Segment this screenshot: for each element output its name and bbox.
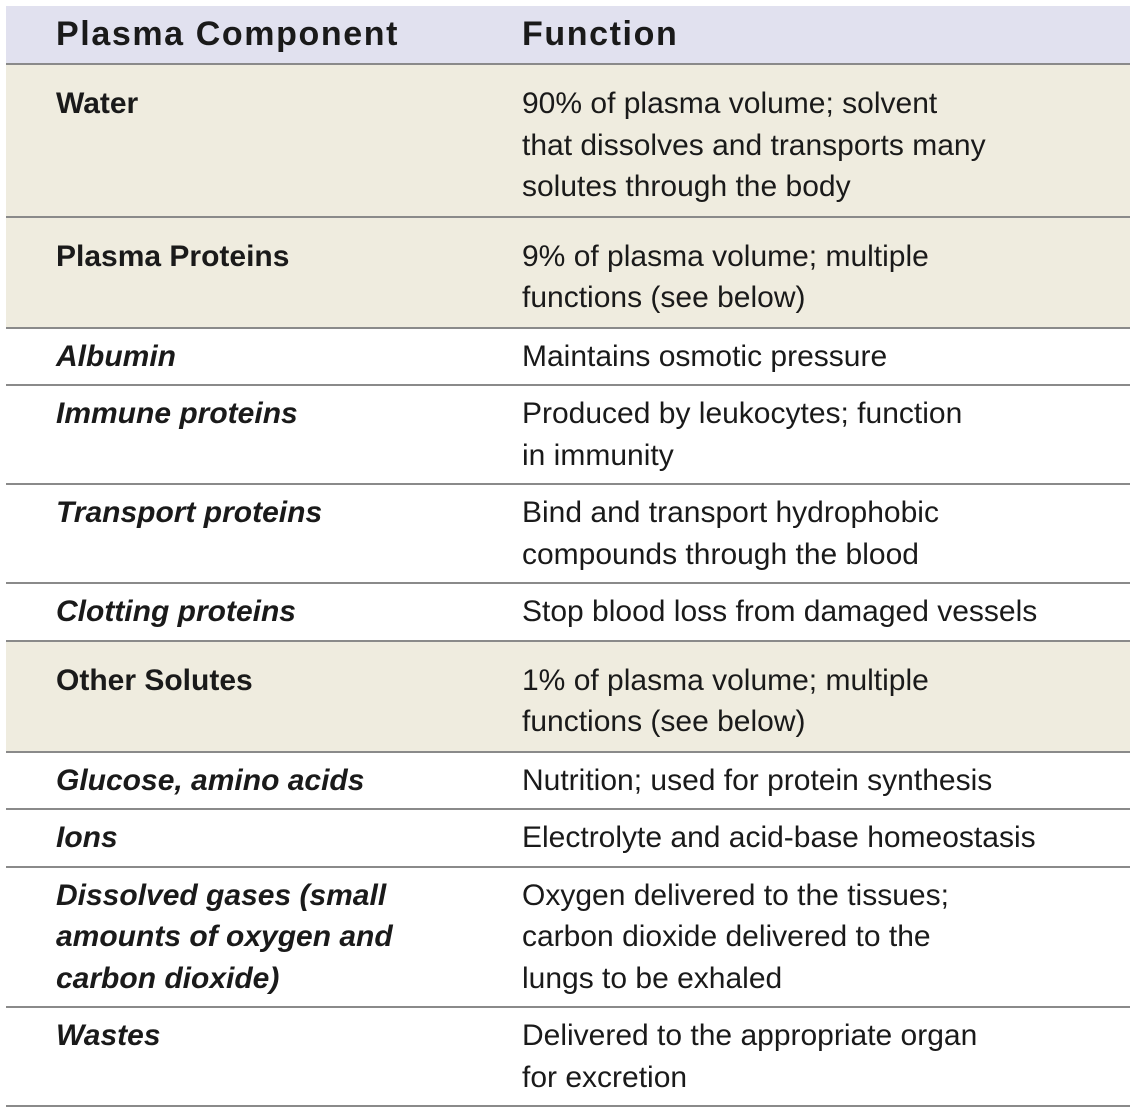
component-text: Ions <box>56 821 118 854</box>
component-cell <box>6 867 472 1008</box>
function-text: Delivered to the appropriate organ <box>522 1019 978 1052</box>
category-row <box>6 217 1130 328</box>
function-text: Nutrition; used for protein synthesis <box>522 763 993 797</box>
component-cell <box>6 385 472 484</box>
component-cell <box>6 583 472 641</box>
function-cell <box>472 809 1130 867</box>
component-text: Dissolved gases (small <box>56 878 387 912</box>
function-cell <box>472 641 1130 752</box>
function-text: in immunity <box>522 438 674 472</box>
function-text: 9% of plasma volume; multiple <box>522 239 929 273</box>
function-text: functions (see below) <box>522 705 806 738</box>
category-row <box>6 641 1130 752</box>
function-cell <box>472 752 1130 810</box>
header-row <box>6 6 1130 64</box>
component-text: Glucose, amino acids <box>56 763 365 797</box>
function-text: lungs to be exhaled <box>522 961 783 995</box>
component-cell <box>6 484 472 583</box>
function-text: Electrolyte and acid-base homeostasis <box>522 821 1036 854</box>
function-text: for excretion <box>522 1060 688 1094</box>
table-row <box>6 867 1130 1008</box>
function-cell <box>472 484 1130 583</box>
function-text: Maintains osmotic pressure <box>522 339 888 373</box>
component-text: amounts of oxygen and <box>56 920 393 953</box>
table-row <box>6 385 1130 484</box>
table-row <box>6 752 1130 810</box>
function-cell <box>472 867 1130 1008</box>
function-text: Produced by leukocytes; function <box>522 397 963 430</box>
component-cell <box>6 1007 472 1106</box>
component-text: Plasma Proteins <box>56 239 290 273</box>
header-plasma-component: Plasma Component <box>6 6 472 64</box>
header-function: Function <box>472 6 1130 64</box>
component-text: Wastes <box>56 1019 161 1052</box>
component-text: Immune proteins <box>56 397 298 430</box>
component-text: Water <box>56 87 139 120</box>
component-text: Transport proteins <box>56 496 323 529</box>
function-text: 90% of plasma volume; solvent <box>522 87 938 120</box>
function-cell <box>472 583 1130 641</box>
function-cell <box>472 328 1130 386</box>
function-cell <box>472 217 1130 328</box>
category-row <box>6 64 1130 217</box>
function-text: compounds through the blood <box>522 537 919 571</box>
function-text: solutes through the body <box>522 170 851 203</box>
function-cell <box>472 1007 1130 1106</box>
component-text: Clotting proteins <box>56 595 296 628</box>
function-text: Oxygen delivered to the tissues; <box>522 878 949 912</box>
function-text: carbon dioxide delivered to the <box>522 920 931 953</box>
component-text: carbon dioxide) <box>56 961 280 995</box>
component-cell <box>6 64 472 217</box>
component-cell <box>6 752 472 810</box>
function-text: 1% of plasma volume; multiple <box>522 663 929 697</box>
component-text: Other Solutes <box>56 663 253 697</box>
table-row <box>6 328 1130 386</box>
function-cell <box>472 64 1130 217</box>
table-header <box>6 6 1130 64</box>
table-body <box>6 64 1130 1106</box>
component-text: Albumin <box>56 339 176 373</box>
function-text: that dissolves and transports many <box>522 128 986 162</box>
function-text: Bind and transport hydrophobic <box>522 496 939 529</box>
component-cell <box>6 328 472 386</box>
component-cell <box>6 217 472 328</box>
table-row <box>6 1007 1130 1106</box>
component-cell <box>6 809 472 867</box>
plasma-components-table <box>6 6 1130 1107</box>
function-text: functions (see below) <box>522 281 806 314</box>
function-cell <box>472 385 1130 484</box>
function-text: Stop blood loss from damaged vessels <box>522 595 1038 628</box>
table-row <box>6 583 1130 641</box>
component-cell <box>6 641 472 752</box>
table-row <box>6 484 1130 583</box>
table-row <box>6 809 1130 867</box>
